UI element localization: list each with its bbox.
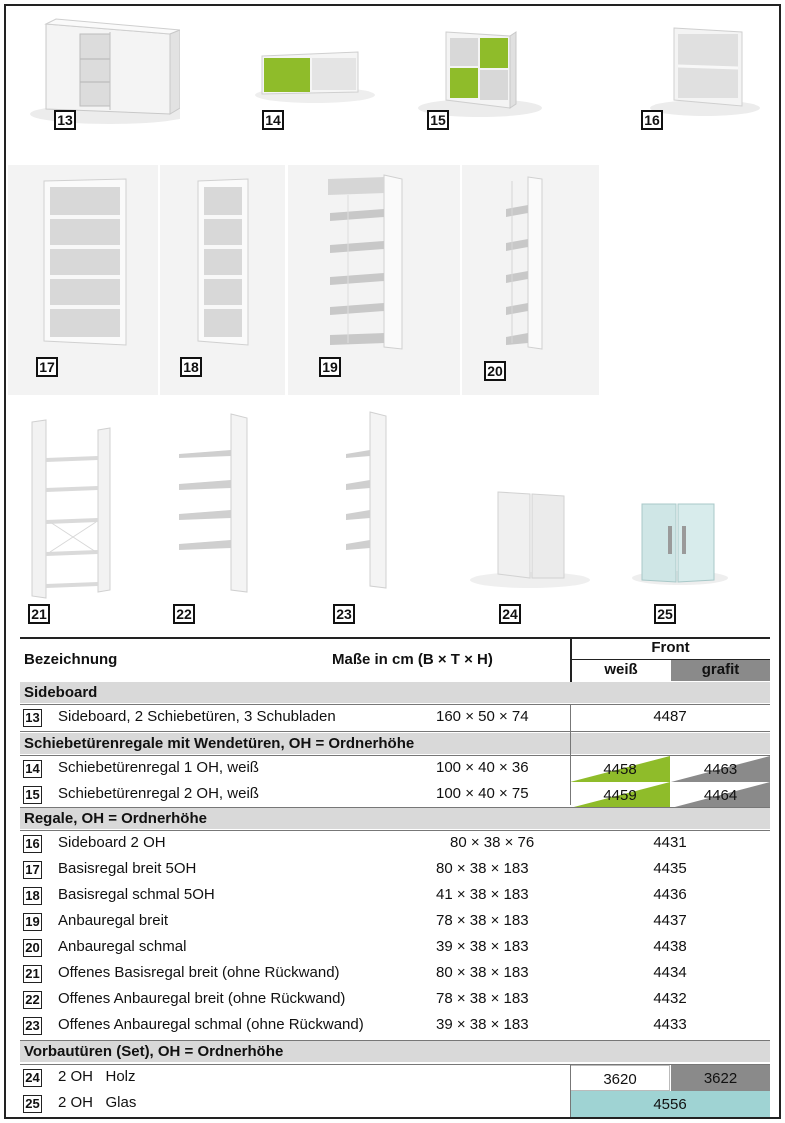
column-header-name: Bezeichnung bbox=[24, 651, 118, 668]
row-name: 2 OH Glas bbox=[58, 1094, 137, 1111]
row-code: 4437 bbox=[653, 912, 687, 929]
graphite-swatch-cell bbox=[671, 756, 770, 782]
row-name: Offenes Basisregal breit (ohne Rückwand) bbox=[58, 964, 340, 981]
table-row bbox=[20, 1013, 770, 1039]
row-code: 4433 bbox=[653, 1016, 687, 1033]
row-dimensions: 100 × 40 × 75 bbox=[436, 785, 529, 802]
glass-code-cell bbox=[570, 1091, 770, 1117]
table-row bbox=[20, 961, 770, 987]
product-image-24 bbox=[460, 470, 590, 628]
product-number-23: 23 bbox=[333, 604, 355, 624]
section-sliding-door-shelves: Schiebetürenregale mit Wendetüren, OH = Ordnerhöhe bbox=[20, 733, 770, 754]
product-number-20: 20 bbox=[484, 361, 506, 381]
graphite-code-cell bbox=[671, 1065, 770, 1091]
row-name: Offenes Anbauregal schmal (ohne Rückwand) bbox=[58, 1016, 364, 1033]
code-graphite: 4463 bbox=[703, 761, 738, 778]
row-rule bbox=[20, 731, 770, 732]
product-number-15: 15 bbox=[427, 110, 449, 130]
product-number-24: 24 bbox=[499, 604, 521, 624]
add-on-shelf-wide-illustration bbox=[288, 165, 460, 395]
code-graphite: 3622 bbox=[703, 1070, 738, 1087]
column-header-front: Front bbox=[651, 639, 690, 656]
product-number-22: 22 bbox=[173, 604, 195, 624]
product-image-23 bbox=[320, 410, 420, 628]
row-code: 4435 bbox=[653, 860, 687, 877]
code-white: 4458 bbox=[603, 761, 637, 778]
product-number-16: 16 bbox=[641, 110, 663, 130]
open-base-shelf-illustration bbox=[20, 410, 145, 628]
code-white: 4459 bbox=[603, 787, 637, 804]
product-number-17: 17 bbox=[36, 357, 58, 377]
white-swatch-cell bbox=[570, 782, 670, 808]
row-dimensions: 41 × 38 × 183 bbox=[436, 886, 529, 903]
sideboard-sliding-doors-illustration bbox=[20, 14, 180, 134]
row-name: Sideboard, 2 Schiebetüren, 3 Schubladen bbox=[58, 708, 336, 725]
row-dimensions: 78 × 38 × 183 bbox=[436, 912, 529, 929]
row-dimensions: 100 × 40 × 36 bbox=[436, 759, 529, 776]
row-number: 19 bbox=[23, 913, 42, 931]
row-name: Anbauregal schmal bbox=[58, 938, 187, 955]
white-swatch-cell bbox=[570, 756, 670, 782]
row-rule bbox=[20, 755, 770, 756]
code-glass: 4556 bbox=[653, 1096, 687, 1113]
row-dimensions: 80 × 38 × 76 bbox=[450, 834, 535, 851]
product-number-19: 19 bbox=[319, 357, 341, 377]
product-image-25 bbox=[630, 470, 770, 628]
table-row bbox=[20, 1065, 770, 1091]
row-rule bbox=[20, 830, 770, 831]
wood-doors-illustration bbox=[460, 470, 590, 628]
row-name: Sideboard 2 OH bbox=[58, 834, 166, 851]
table-row bbox=[20, 831, 770, 857]
row-name: Basisregal breit 5OH bbox=[58, 860, 197, 877]
code-graphite: 4464 bbox=[703, 787, 738, 804]
base-shelf-wide-illustration bbox=[8, 165, 158, 395]
row-code: 4432 bbox=[653, 990, 687, 1007]
product-image-18 bbox=[160, 165, 285, 395]
section-shelves: Regale, OH = Ordnerhöhe bbox=[20, 808, 770, 829]
product-image-15 bbox=[410, 20, 550, 135]
product-number-21: 21 bbox=[28, 604, 50, 624]
row-code: 4436 bbox=[653, 886, 687, 903]
row-code: 4487 bbox=[653, 708, 687, 725]
row-dimensions: 160 × 50 × 74 bbox=[436, 708, 529, 725]
product-image-14 bbox=[240, 40, 380, 135]
row-rule bbox=[20, 1040, 770, 1041]
row-number: 17 bbox=[23, 861, 42, 879]
product-image-21 bbox=[20, 410, 145, 628]
row-number: 14 bbox=[23, 760, 42, 778]
table-row bbox=[20, 883, 770, 909]
column-header-white: weiß bbox=[604, 661, 638, 678]
row-number: 16 bbox=[23, 835, 42, 853]
table-row bbox=[20, 756, 770, 782]
row-name: Schiebetürenregal 2 OH, weiß bbox=[58, 785, 259, 802]
code-column-divider bbox=[570, 705, 571, 805]
row-rule bbox=[20, 1064, 770, 1065]
row-number: 18 bbox=[23, 887, 42, 905]
product-number-14: 14 bbox=[262, 110, 284, 130]
product-number-13: 13 bbox=[54, 110, 76, 130]
white-code-cell bbox=[570, 1065, 670, 1091]
row-number: 20 bbox=[23, 939, 42, 957]
product-image-19 bbox=[288, 165, 460, 395]
row-number: 23 bbox=[23, 1017, 42, 1035]
product-image-13 bbox=[20, 14, 180, 134]
product-image-16 bbox=[630, 20, 760, 135]
section-front-doors: Vorbautüren (Set), OH = Ordnerhöhe bbox=[20, 1041, 770, 1062]
row-number: 13 bbox=[23, 709, 42, 727]
table-row bbox=[20, 935, 770, 961]
row-dimensions: 39 × 38 × 183 bbox=[436, 1016, 529, 1033]
table-row bbox=[20, 909, 770, 935]
table-row bbox=[20, 705, 770, 731]
add-on-shelf-narrow-illustration bbox=[462, 165, 599, 395]
code-white: 3620 bbox=[603, 1071, 637, 1088]
row-number: 15 bbox=[23, 786, 42, 804]
row-rule bbox=[20, 807, 770, 808]
row-dimensions: 78 × 38 × 183 bbox=[436, 990, 529, 1007]
shelf-1oh-illustration bbox=[240, 40, 380, 135]
row-dimensions: 80 × 38 × 183 bbox=[436, 964, 529, 981]
table-row bbox=[20, 1091, 770, 1117]
row-code: 4431 bbox=[653, 834, 687, 851]
row-name: Anbauregal breit bbox=[58, 912, 169, 929]
open-add-on-shelf-wide-illustration bbox=[165, 410, 285, 628]
row-number: 22 bbox=[23, 991, 42, 1009]
row-dimensions: 39 × 38 × 183 bbox=[436, 938, 529, 955]
row-name: 2 OH Holz bbox=[58, 1068, 136, 1085]
row-code: 4438 bbox=[653, 938, 687, 955]
open-add-on-shelf-narrow-illustration bbox=[320, 410, 420, 628]
section-sideboard: Sideboard bbox=[20, 682, 770, 703]
code-column-divider bbox=[570, 1065, 571, 1117]
table-row bbox=[20, 857, 770, 883]
column-header-dimensions: Maße in cm (B × T × H) bbox=[332, 651, 493, 668]
product-number-25: 25 bbox=[654, 604, 676, 624]
row-code: 4434 bbox=[653, 964, 687, 981]
row-number: 25 bbox=[23, 1095, 42, 1113]
table-row bbox=[20, 987, 770, 1013]
table-row bbox=[20, 782, 770, 808]
product-image-22 bbox=[165, 410, 285, 628]
row-number: 21 bbox=[23, 965, 42, 983]
row-number: 24 bbox=[23, 1069, 42, 1087]
product-image-17 bbox=[8, 165, 158, 395]
row-rule bbox=[20, 704, 770, 705]
row-dimensions: 80 × 38 × 183 bbox=[436, 860, 529, 877]
glass-doors-illustration bbox=[630, 470, 770, 628]
row-name: Schiebetürenregal 1 OH, weiß bbox=[58, 759, 259, 776]
row-name: Offenes Anbauregal breit (ohne Rückwand) bbox=[58, 990, 346, 1007]
product-image-20 bbox=[462, 165, 599, 395]
column-header-graphite: grafit bbox=[701, 661, 740, 678]
row-name: Basisregal schmal 5OH bbox=[58, 886, 215, 903]
base-shelf-narrow-illustration bbox=[160, 165, 285, 395]
graphite-swatch-cell bbox=[671, 782, 770, 808]
product-number-18: 18 bbox=[180, 357, 202, 377]
